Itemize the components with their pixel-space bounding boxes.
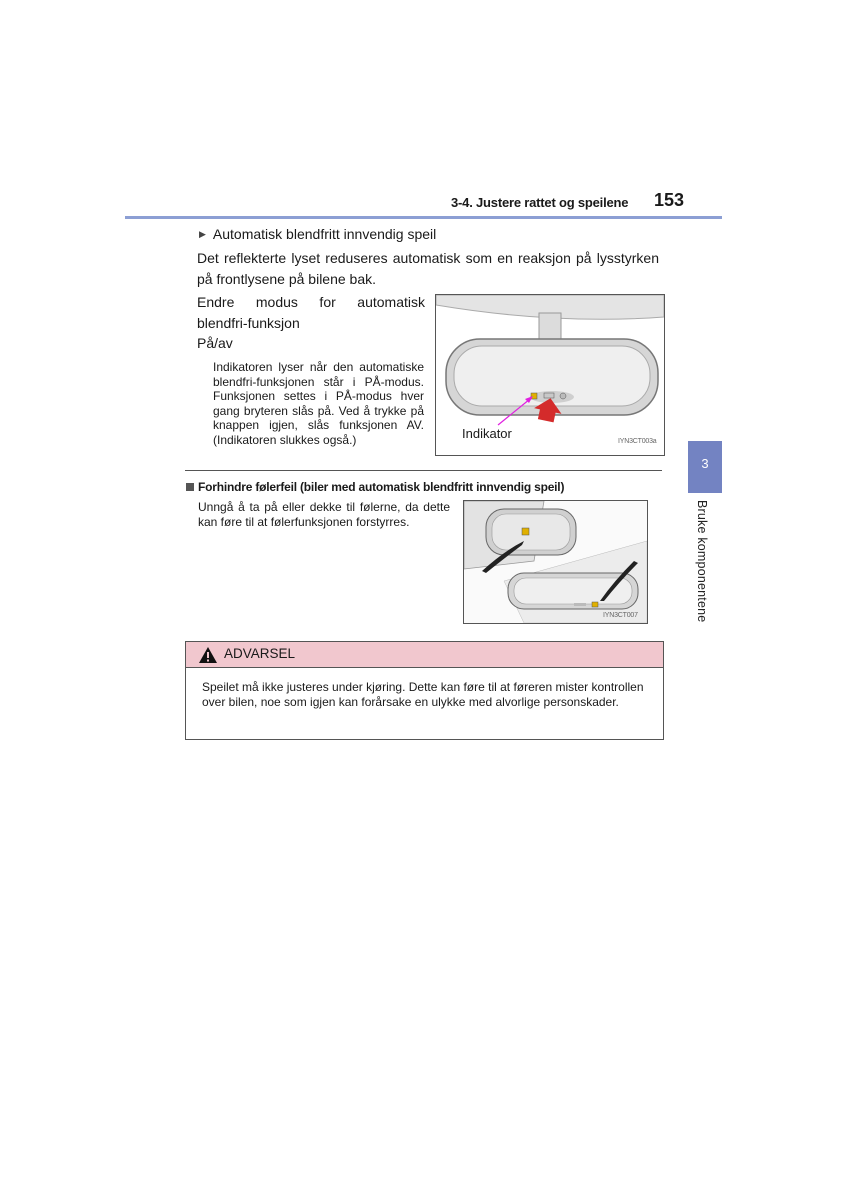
section-title: 3-4. Justere rattet og speilene [451, 195, 629, 210]
indicator-callout: Indikator [462, 426, 512, 441]
warning-box [185, 641, 664, 740]
figure-code-2: IYN3CT007 [603, 612, 638, 619]
subheading-text: Automatisk blendfritt innvendig speil [212, 226, 437, 242]
triangle-bullet-icon: ▶ [199, 229, 206, 239]
warning-title: ADVARSEL [224, 646, 296, 661]
mode-paragraph: Endre modus for automatisk blendfri-funksjon [197, 294, 425, 331]
warning-triangle-icon [198, 646, 218, 664]
sensor-heading [186, 480, 564, 494]
sensor-paragraph: Unngå å ta på eller dekke til følerne, da dette kan føre til at følerfunksjonen forstyrres. [198, 500, 450, 529]
chapter-title: Bruke komponentene [695, 500, 709, 623]
section-divider [185, 470, 662, 471]
header-rule [125, 216, 722, 219]
sensor-heading-text: Forhindre følerfeil (biler med automatisk blendfritt innvendig speil) [198, 480, 565, 494]
chapter-tab: 3 [688, 441, 722, 493]
warning-text: Speilet må ikke justeres under kjøring. Dette kan føre til at føreren mister kontrollen over bilen, noe som igjen kan forårsake en ulykke med alvorlige personskader. [202, 680, 644, 709]
page-number: 153 [654, 190, 685, 210]
indicator-description: Indikatoren lyser når den automatiske blendfri-funksjonen står i PÅ-modus. Funksjonen settes i PÅ-modus hver gang bryteren slås på. Ved å trykke på knappen igjen, slås funksjonen AV. (Indikatoren slukkes også.) [213, 360, 424, 447]
intro-paragraph: Det reflekterte lyset reduseres automatisk som en reaksjon på lysstyrken på frontlysene på bilene bak. [197, 250, 659, 287]
sensor-illustration [463, 500, 648, 624]
subheading [199, 226, 436, 242]
warning-header [186, 642, 663, 668]
sensor-drawing [464, 501, 647, 623]
on-off-label: På/av [197, 335, 233, 351]
figure-code: IYN3CT003a [618, 438, 657, 445]
square-bullet-icon [186, 483, 194, 491]
